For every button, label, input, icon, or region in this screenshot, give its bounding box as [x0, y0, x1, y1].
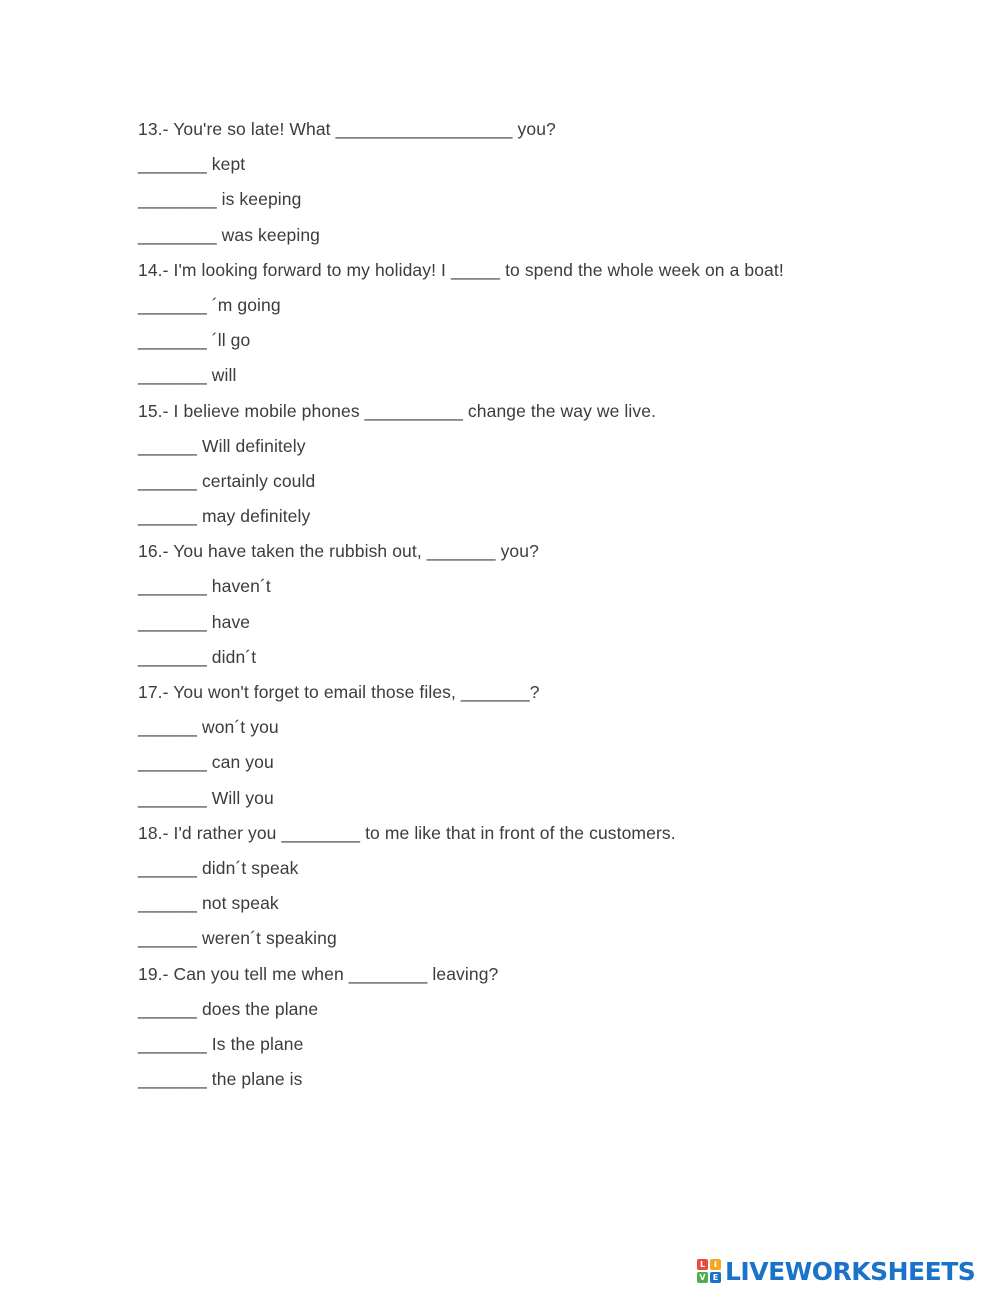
logo-tile-i: I	[710, 1259, 721, 1270]
question-14-option-1[interactable]: _______ ´m going	[138, 294, 281, 315]
question-19-prompt: 19.- Can you tell me when ________ leaving?	[138, 963, 499, 984]
question-13-option-3[interactable]: ________ was keeping	[138, 224, 321, 245]
question-19-option-2[interactable]: _______ Is the plane	[138, 1033, 304, 1054]
question-17-option-3[interactable]: _______ Will you	[138, 787, 274, 808]
question-18-option-2[interactable]: ______ not speak	[138, 893, 279, 914]
question-14-option-3[interactable]: _______ will	[138, 365, 237, 386]
question-16-option-1[interactable]: _______ haven´t	[138, 576, 271, 597]
question-16-option-3[interactable]: _______ didn´t	[138, 646, 257, 667]
logo-tile-l: L	[697, 1259, 708, 1270]
question-19-option-1[interactable]: ______ does the plane	[138, 998, 319, 1019]
question-list	[138, 112, 938, 1097]
question-16-prompt: 16.- You have taken the rubbish out, _______ you?	[138, 541, 539, 562]
question-18-prompt: 18.- I'd rather you ________ to me like that in front of the customers.	[138, 822, 676, 843]
question-15-prompt: 15.- I believe mobile phones __________ change the way we live.	[138, 400, 657, 421]
question-14-prompt: 14.- I'm looking forward to my holiday! I _____ to spend the whole week on a boat!	[138, 259, 784, 280]
logo-tile-v: V	[697, 1272, 708, 1283]
question-15-option-2[interactable]: ______ certainly could	[138, 470, 316, 491]
logo-tile-e: E	[710, 1272, 721, 1283]
question-18-option-3[interactable]: ______ weren´t speaking	[138, 928, 337, 949]
question-13-option-2[interactable]: ________ is keeping	[138, 189, 302, 210]
liveworksheets-logo-icon	[697, 1259, 721, 1283]
question-13-option-1[interactable]: _______ kept	[138, 154, 246, 175]
question-13-prompt: 13.- You're so late! What __________________ you?	[138, 119, 556, 139]
liveworksheets-logo	[697, 1256, 975, 1286]
question-19-option-3[interactable]: _______ the plane is	[138, 1069, 303, 1090]
question-16-option-2[interactable]: _______ have	[138, 611, 251, 632]
question-14-option-2[interactable]: _______ ´ll go	[138, 330, 251, 351]
question-15-option-3[interactable]: ______ may definitely	[138, 506, 311, 527]
question-17-option-2[interactable]: _______ can you	[138, 752, 274, 773]
question-18-option-1[interactable]: ______ didn´t speak	[138, 857, 299, 878]
liveworksheets-logo-text: LIVEWORKSHEETS	[725, 1256, 976, 1286]
question-17-prompt: 17.- You won't forget to email those files, _______?	[138, 682, 540, 702]
question-17-option-1[interactable]: ______ won´t you	[138, 717, 279, 738]
question-15-option-1[interactable]: ______ Will definitely	[138, 435, 306, 456]
